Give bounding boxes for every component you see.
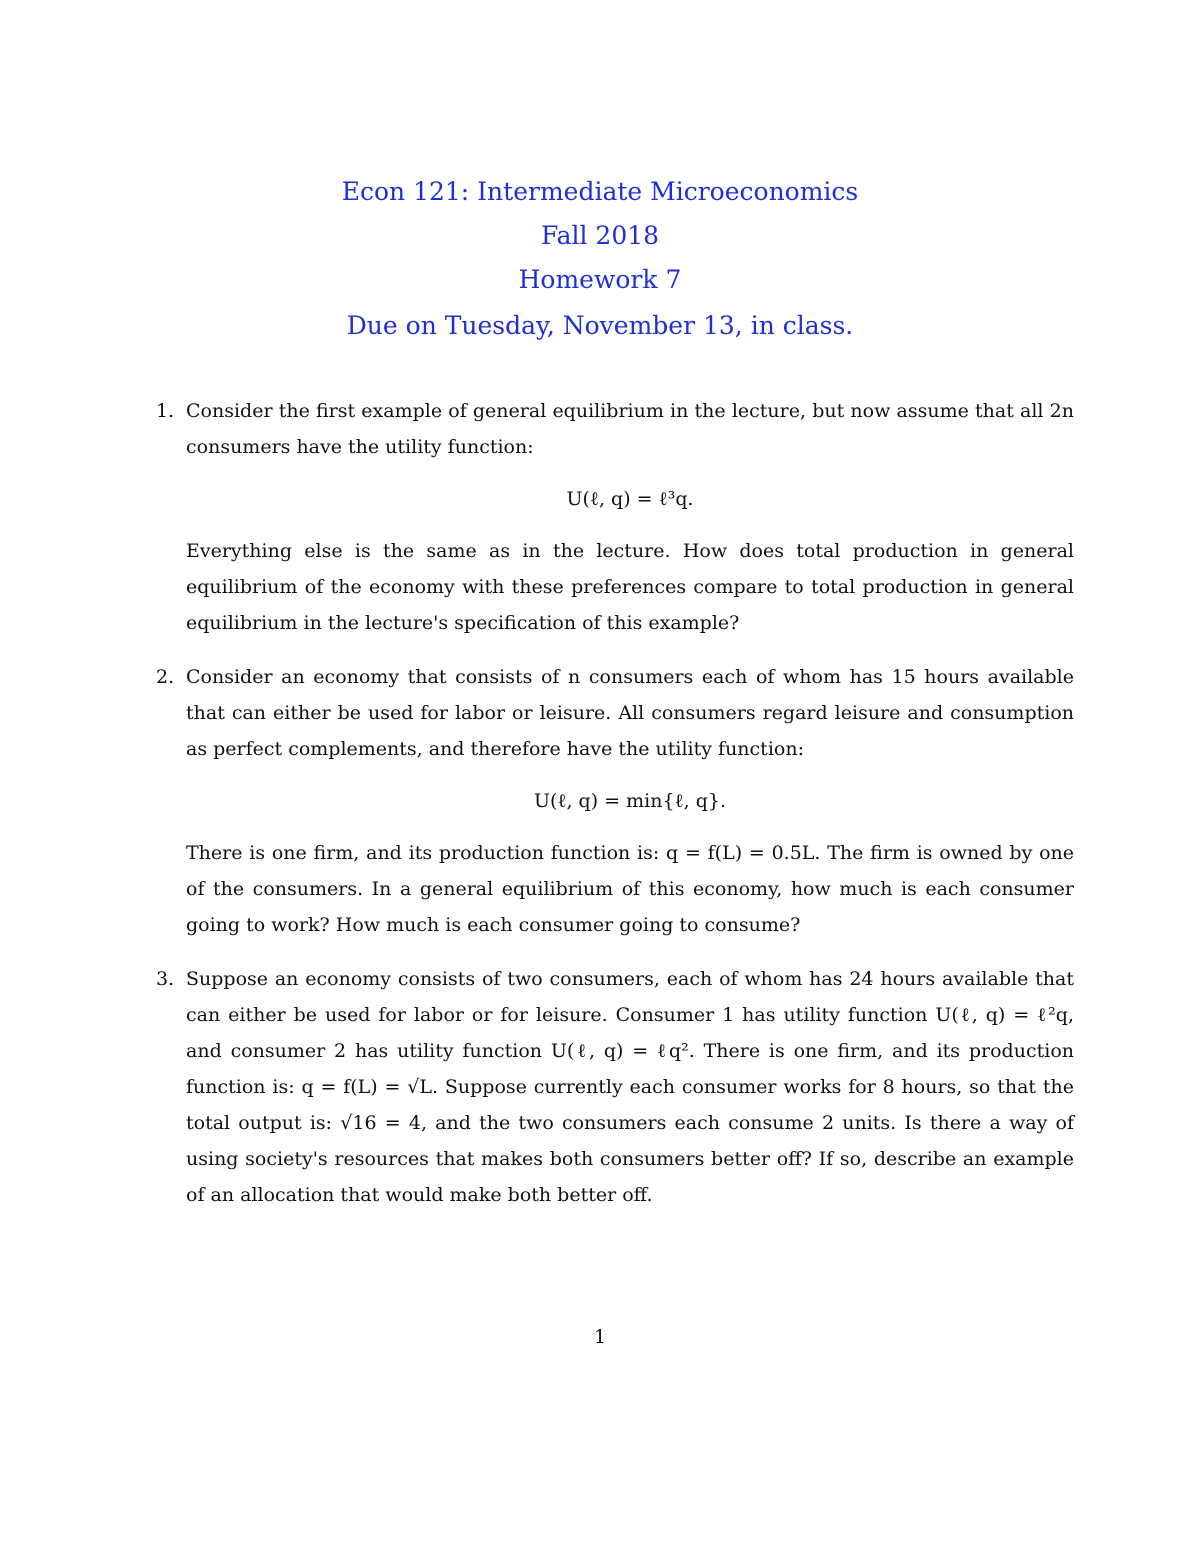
due-date: Due on Tuesday, November 13, in class. — [346, 311, 854, 340]
utility-equation: U(ℓ, q) = min{ℓ, q}. — [533, 790, 727, 812]
page-number: 1 — [593, 1326, 607, 1348]
course-title: Econ 121: Intermediate Microeconomics — [341, 177, 859, 206]
assignment-title: Homework 7 — [518, 265, 682, 294]
problem-list — [156, 393, 1074, 1231]
problem-text: Consider an economy that consists of n consumers each of whom has 15 hours available that can either be used for labor or leisure. All consumers regard leisure and consumption as perfect complements, and therefore have the utility function: — [186, 666, 1074, 760]
problem-text: Suppose an economy consists of two consumers, each of whom has 24 hours available that can either be used for labor or for leisure. Consumer 1 has utility function U(ℓ, q) = ℓ²q, and consumer 2 has utility function U(ℓ, q) = ℓq². There is one firm, and its production function is: q = f(L) = √L. Suppose currently each consumer works for 8 hours, so that the total output is: √16 = 4, and the two consumers each consume 2 units. Is there a way of using society's resources that makes both consumers better off? If so, describe an example of an allocation that would make both better off. — [186, 968, 1074, 1206]
problem-number: 1. — [156, 400, 175, 422]
problem-number: 3. — [156, 968, 175, 990]
problem-2 — [156, 659, 1074, 943]
utility-equation: U(ℓ, q) = ℓ³q. — [566, 488, 694, 510]
term: Fall 2018 — [540, 221, 660, 250]
problem-number: 2. — [156, 666, 175, 688]
problem-question: There is one firm, and its production function is: q = f(L) = 0.5L. The firm is owned by one of the consumers. In a general equilibrium of this economy, how much is each consumer going to work? How much is each consumer going to consume? — [186, 842, 1074, 936]
problem-text: Consider the first example of general equilibrium in the lecture, but now assume that all 2n consumers have the utility function: — [186, 400, 1074, 458]
problem-3 — [156, 961, 1074, 1213]
problem-1 — [156, 393, 1074, 641]
document-header — [0, 172, 1200, 350]
problem-question: Everything else is the same as in the lecture. How does total production in general equilibrium of the economy with these preferences compare to total production in general equilibrium in the lecture's specification of this example? — [186, 540, 1074, 634]
